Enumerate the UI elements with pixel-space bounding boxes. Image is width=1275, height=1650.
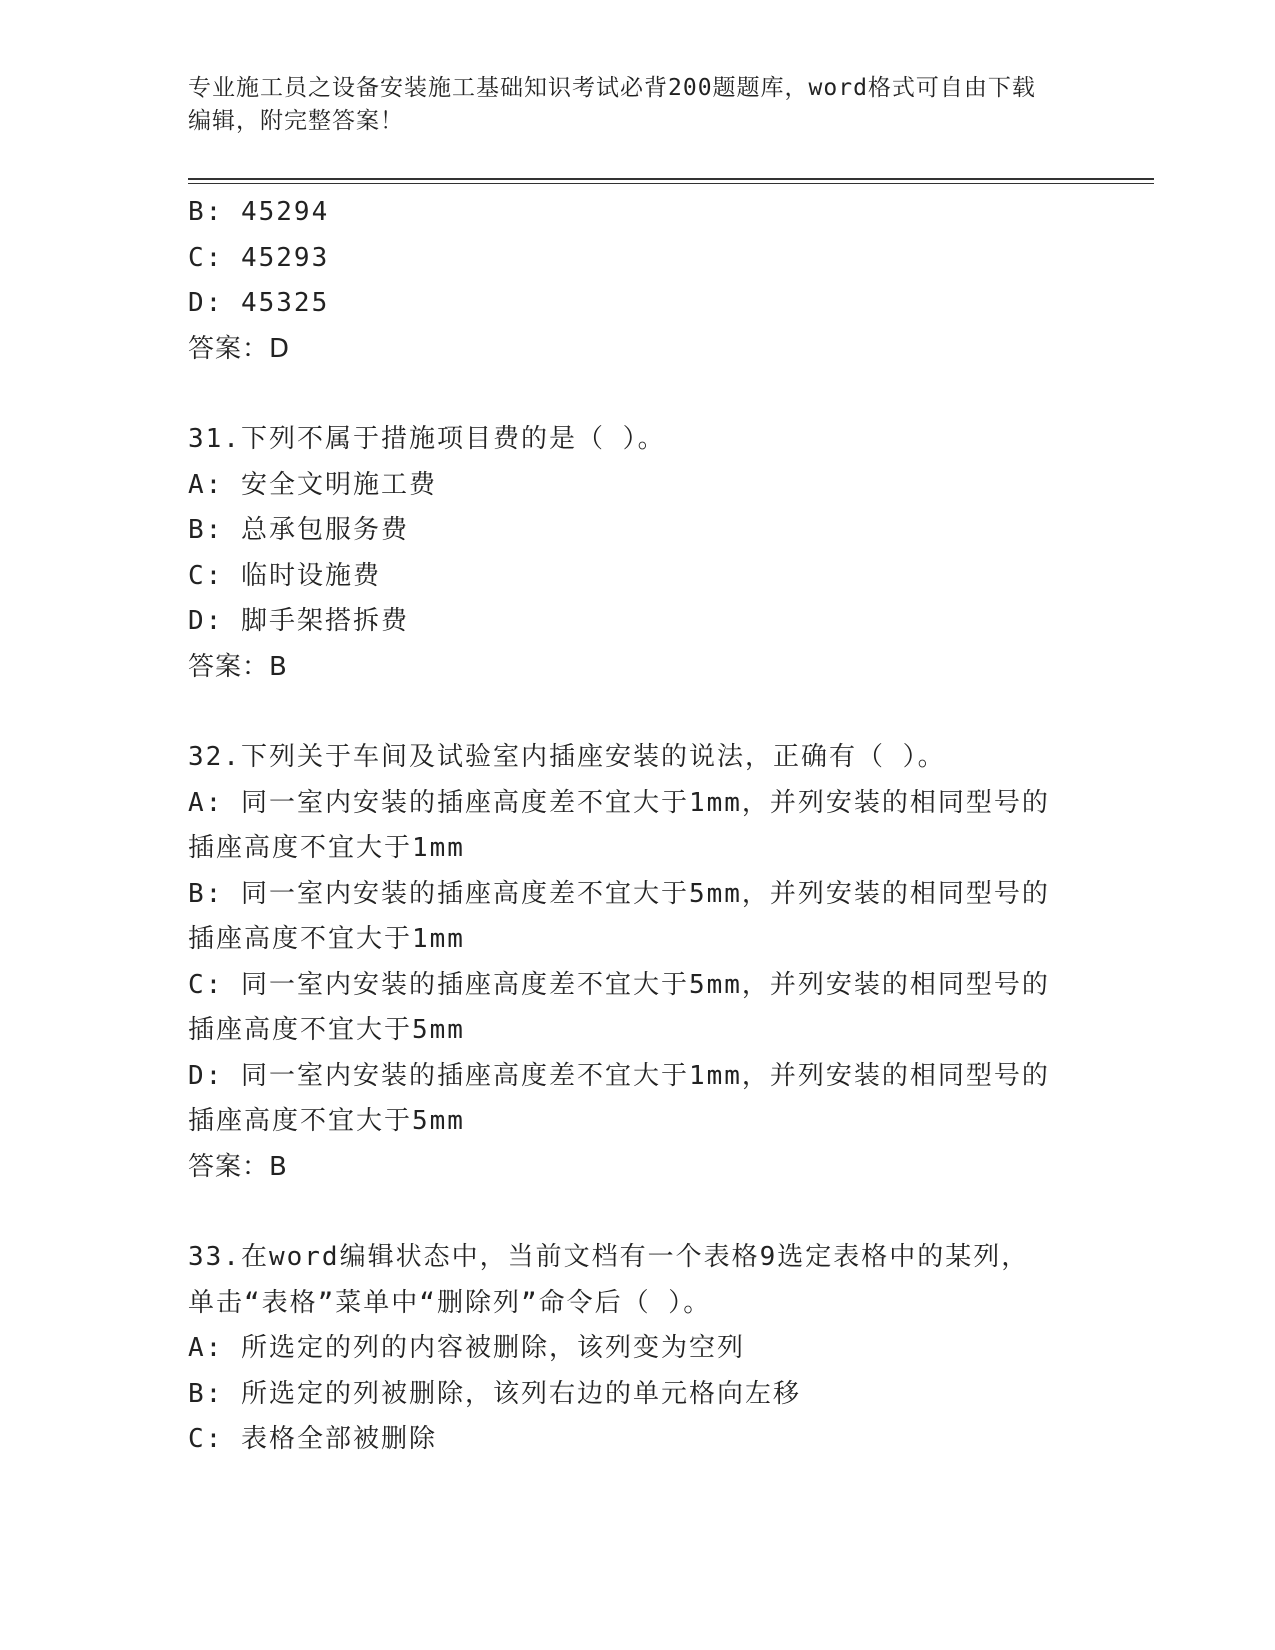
q32-option-b-line-1: B: 同一室内安装的插座高度差不宜大于5mm，并列安装的相同型号的	[188, 878, 1050, 909]
question-33	[188, 1235, 1088, 1463]
question-32	[188, 735, 1088, 1190]
q32-option-c-line-1: C: 同一室内安装的插座高度差不宜大于5mm，并列安装的相同型号的	[188, 969, 1050, 1000]
q32-option-b-line-2: 插座高度不宜大于1mm	[188, 924, 465, 954]
q31-option-d: D: 脚手架搭拆费	[188, 606, 409, 636]
q32-option-a-line-1: A: 同一室内安装的插座高度差不宜大于1mm，并列安装的相同型号的	[188, 787, 1050, 818]
q31-answer: 答案：B	[188, 651, 288, 682]
q33-option-a: A: 所选定的列的内容被删除，该列变为空列	[188, 1333, 745, 1363]
header-line-2: 编辑，附完整答案！	[188, 108, 404, 134]
header-rule-thin	[188, 183, 1154, 184]
question-content	[188, 190, 1088, 1463]
q31-option-a: A: 安全文明施工费	[188, 469, 437, 500]
q32-option-d-line-2: 插座高度不宜大于5mm	[188, 1106, 465, 1136]
q31-option-b: B: 总承包服务费	[188, 515, 409, 545]
header-line-1: 专业施工员之设备安装施工基础知识考试必背200题题库，word格式可自由下载	[188, 75, 1036, 101]
question-31	[188, 417, 1088, 690]
q30-option-d: D: 45325	[188, 288, 330, 318]
q30-option-c: C: 45293	[188, 242, 330, 273]
q31-question: 31.下列不属于措施项目费的是（ ）。	[188, 424, 666, 454]
q33-question-line-1: 33.在word编辑状态中，当前文档有一个表格9选定表格中的某列，	[188, 1242, 1030, 1272]
question-30-tail	[188, 190, 1088, 372]
q30-answer: 答案：D	[188, 333, 291, 364]
q31-option-c: C: 临时设施费	[188, 560, 381, 591]
q32-option-d-line-1: D: 同一室内安装的插座高度差不宜大于1mm，并列安装的相同型号的	[188, 1060, 1050, 1091]
header-rule-thick	[188, 178, 1154, 180]
q32-option-c-line-2: 插座高度不宜大于5mm	[188, 1015, 465, 1045]
spacer	[188, 372, 1088, 417]
q32-answer: 答案：B	[188, 1151, 288, 1182]
document-header	[188, 72, 1068, 138]
q32-question: 32.下列关于车间及试验室内插座安装的说法，正确有（ ）。	[188, 742, 946, 772]
q33-option-c: C: 表格全部被删除	[188, 1424, 437, 1454]
q30-option-b: B: 45294	[188, 197, 330, 227]
q33-option-b: B: 所选定的列被删除，该列右边的单元格向左移	[188, 1378, 801, 1409]
q32-option-a-line-2: 插座高度不宜大于1mm	[188, 833, 465, 863]
spacer	[188, 1190, 1088, 1235]
q33-question-line-2: 单击“表格”菜单中“删除列”命令后（ ）。	[188, 1287, 712, 1318]
spacer	[188, 690, 1088, 735]
